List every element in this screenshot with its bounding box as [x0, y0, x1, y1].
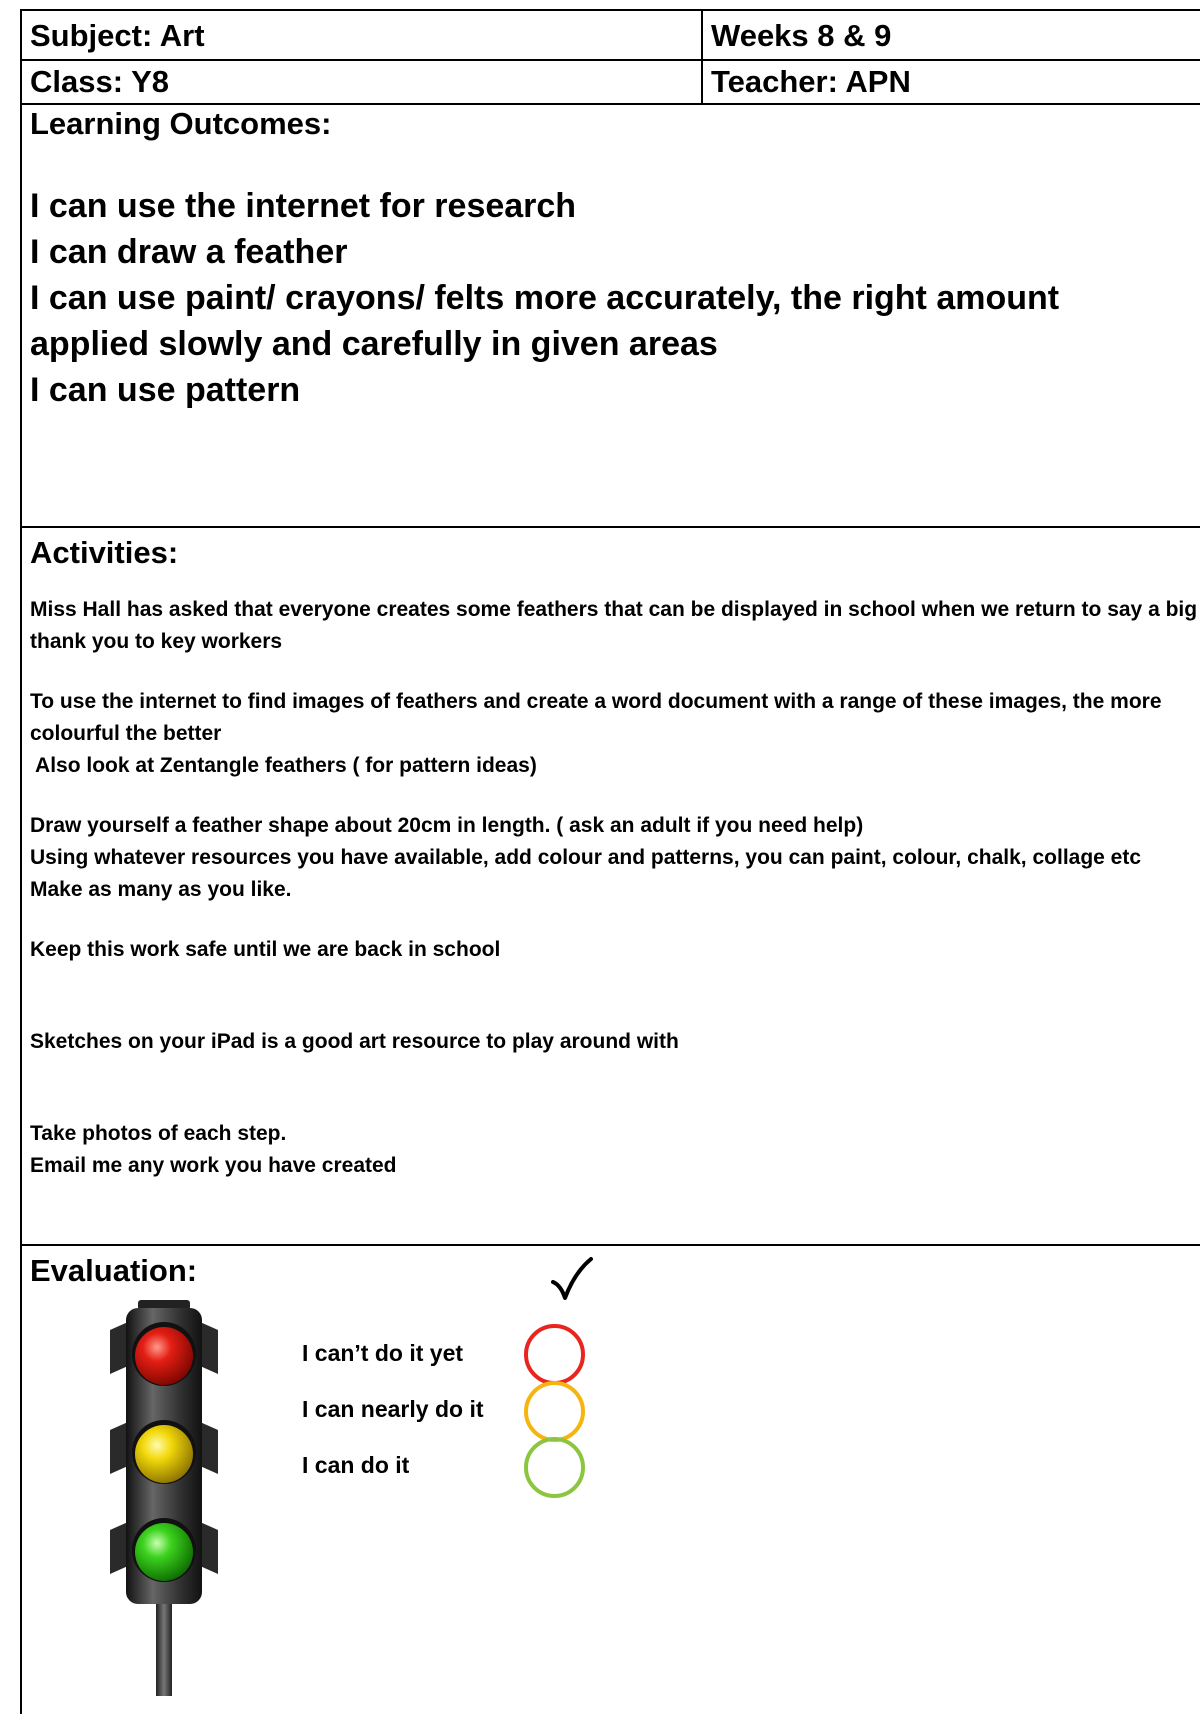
learning-outcomes-title: Learning Outcomes: — [30, 106, 332, 141]
activities-section — [20, 526, 1200, 1244]
amber-circle-checkbox[interactable] — [524, 1381, 585, 1442]
evaluation-section — [20, 1244, 1200, 1714]
learning-outcomes-list — [30, 183, 1200, 413]
learning-outcome-item: I can use paint/ crayons/ felts more accurately, the right amount applied slowly and carefully in given areas — [30, 279, 1060, 363]
learning-outcome-item: I can draw a feather — [30, 233, 348, 271]
learning-outcomes-section — [20, 103, 1200, 526]
activity-paragraph: To use the internet to find images of feathers and create a word document with a range of these images, the more colourful the better — [30, 690, 1162, 745]
red-circle-checkbox[interactable] — [524, 1324, 585, 1385]
check-mark-icon — [550, 1256, 594, 1302]
activity-paragraph: Also look at Zentangle feathers ( for pattern ideas) — [30, 754, 537, 777]
teacher-cell: Teacher: APN — [711, 64, 911, 99]
header-row-1 — [20, 9, 1200, 59]
evaluation-label-can: I can do it — [302, 1452, 410, 1478]
subject-cell: Subject: Art — [22, 11, 703, 59]
weeks-cell: Weeks 8 & 9 — [711, 18, 892, 53]
class-cell: Class: Y8 — [22, 61, 703, 103]
green-circle-checkbox[interactable] — [524, 1437, 585, 1498]
evaluation-title: Evaluation: — [30, 1253, 198, 1288]
learning-outcome-item: I can use the internet for research — [30, 187, 577, 225]
activity-paragraph: Miss Hall has asked that everyone creates some feathers that can be displayed in school when we return to say a big thank you to key workers — [30, 598, 1198, 653]
activities-list — [30, 594, 1200, 1182]
evaluation-label-cant: I can’t do it yet — [302, 1340, 464, 1366]
lesson-plan-table — [20, 9, 1200, 1714]
activity-paragraph: Email me any work you have created — [30, 1154, 397, 1177]
activity-paragraph: Sketches on your iPad is a good art resource to play around with — [30, 1030, 679, 1053]
activities-title: Activities: — [30, 535, 179, 570]
activity-paragraph: Using whatever resources you have available, add colour and patterns, you can paint, colour, chalk, collage etc — [30, 846, 1142, 869]
activity-paragraph: Make as many as you like. — [30, 878, 292, 901]
evaluation-label-nearly: I can nearly do it — [302, 1396, 484, 1422]
header-row-2 — [20, 59, 1200, 103]
activity-paragraph: Take photos of each step. — [30, 1122, 287, 1145]
activity-paragraph: Keep this work safe until we are back in school — [30, 938, 501, 961]
activity-paragraph: Draw yourself a feather shape about 20cm in length. ( ask an adult if you need help) — [30, 814, 864, 837]
learning-outcome-item: I can use pattern — [30, 371, 301, 409]
traffic-light-icon — [102, 1300, 232, 1700]
